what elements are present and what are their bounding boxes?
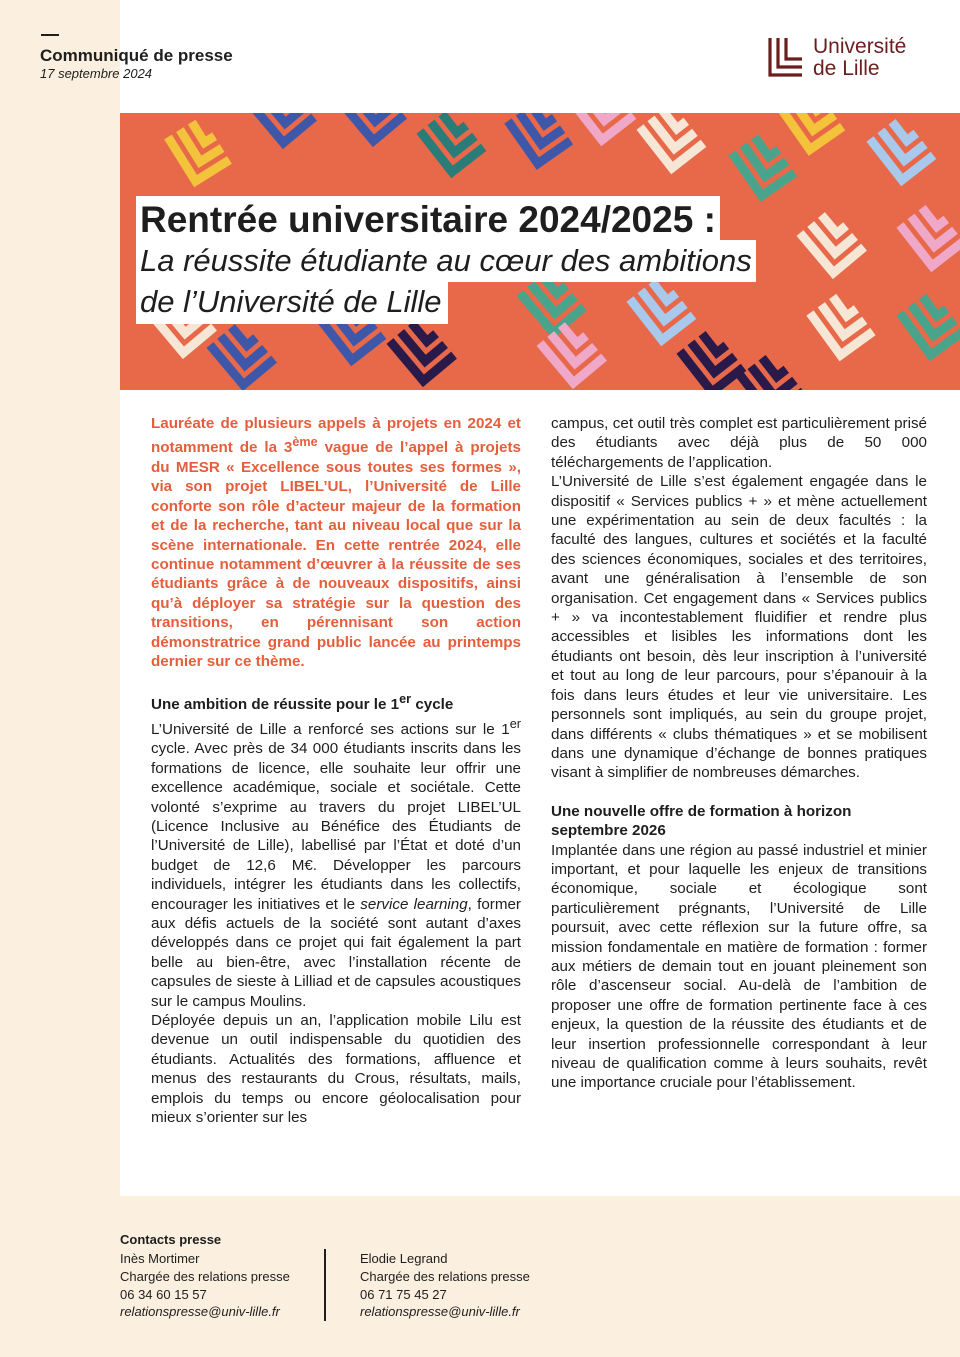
- text-column-right: [551, 414, 927, 1093]
- text-column-left: [151, 414, 521, 1127]
- logo-text-line2: de Lille: [813, 57, 880, 80]
- contact-phone: 06 34 60 15 57: [120, 1286, 207, 1302]
- contact-name: Inès Mortimer: [120, 1251, 200, 1266]
- body-paragraph: Implantée dans une région au passé industriel et minier important, et pour laquelle les enjeux de transitions économique, sociale et écologique sont particulièrement prégnants, l’Université de Lille poursuit, avec cette réflexion sur la future offre, sa mission fondamentale en matière de formation : former aux métiers de demain tout en jouant pleinement son rôle d’ascenseur social. Au-delà de l’ambition de proposer une offre de formation pertinente face à ces enjeux, la question de la réussite des étudiants et de leur insertion professionnelle correspondant à leur niveau de qualification comme à leurs souhaits, revêt une importance cruciale pour l’établissement.: [551, 841, 927, 1092]
- body-paragraph: Déployée depuis un an, l’application mobile Lilu est devenue un outil indispensable du quotidien des étudiants. Actualités des formations, affluence et menus des restaurants du Crous, résultats, mails, emplois du temps ou encore géolocalisation pour mieux s’orienter sur les: [151, 1011, 521, 1126]
- contact-name: Elodie Legrand: [360, 1251, 448, 1266]
- header-dash: [41, 34, 59, 36]
- press-contact: [120, 1250, 290, 1321]
- contact-role: Chargée des relations presse: [120, 1268, 290, 1284]
- document-type: Communiqué de presse: [40, 46, 233, 65]
- press-contact: [360, 1250, 530, 1321]
- contact-phone: 06 71 75 45 27: [360, 1286, 447, 1302]
- contact-role: Chargée des relations presse: [360, 1268, 530, 1284]
- press-release-subtitle-line1: La réussite étudiante au cœur des ambitions: [136, 240, 756, 282]
- section-heading-new-offer: Une nouvelle offre de formation à horizon septembre 2026: [551, 802, 852, 840]
- paragraph-spacer: [551, 783, 927, 802]
- body-paragraph: L’Université de Lille s’est également engagée dans le dispositif « Services publics + » et mène actuellement une expérimentation au sein de deux facultés : la faculté des langues, cultures et sociétés et la faculté des sciences économiques, sociales et des territoires, avant une généralisation à l’ensemble de son organisation. Cet engagement dans « Services publics + » va incontestablement fluidifier et rendre plus accessibles et lisibles les informations dont les étudiants ont besoin, dès leur inscription à l’université et tout au long de leur parcours, pour s’épanouir à la fois dans leurs études et leur vie universitaire. Les personnels sont impliqués, au sein du groupe projet, dans différents « clubs thématiques » et se mobilisent dans une dynamique d’échange de bonnes pratiques visant à simplifier de nombreuses démarches.: [551, 473, 927, 782]
- university-logo: [767, 36, 927, 82]
- contact-divider: [324, 1249, 326, 1321]
- section-heading-first-cycle: Une ambition de réussite pour le 1er cycle: [151, 692, 454, 714]
- lead-paragraph: Lauréate de plusieurs appels à projets en 2024 et notamment de la 3ème vague de l’appel à projets du MESR « Excellence sous toutes ses formes », via son projet LIBEL’UL, l’Université de Lille conforte son rôle d’acteur majeur de la formation et de la recherche, tant au niveau local que sur la scène internationale. En cette rentrée 2024, elle continue notamment d’œuvrer à la réussite de ses étudiants grâce à de nouveaux dispositifs, ainsi qu’à déployer sa stratégie sur la question des transitions, en pérennisant son action démonstratrice grand public lancée au printemps dernier sur ce thème.: [151, 415, 522, 670]
- document-date: 17 septembre 2024: [40, 66, 153, 81]
- contact-email-link[interactable]: relationspresse@univ-lille.fr: [360, 1304, 520, 1320]
- lll-logo-icon: [767, 36, 805, 78]
- body-paragraph: campus, cet outil très complet est particulièrement prisé des étudiants avec déjà plus de 50 000 téléchargements de l’application.: [551, 415, 927, 471]
- contacts-title: Contacts presse: [120, 1232, 222, 1247]
- cream-side-band: [0, 0, 120, 1357]
- logo-text-line1: Université: [813, 35, 907, 58]
- press-release-title: Rentrée universitaire 2024/2025 :: [136, 196, 720, 242]
- press-release-subtitle-line2: de l’Université de Lille: [136, 282, 448, 324]
- contact-email-link[interactable]: relationspresse@univ-lille.fr: [120, 1304, 280, 1320]
- body-paragraph: L’Université de Lille a renforcé ses actions sur le 1er cycle. Avec près de 34 000 étudiants inscrits dans les formations de licence, elle souhaite leur offrir une excellence académique, sociale et sociétale. Cette volonté s’exprime au travers du projet LIBEL’UL (Licence Inclusive au Bénéfice des Étudiants de l’Université de Lille), labellisé par l’État et doté d’un budget de 12,6 M€. Développer les parcours individuels, intégrer les étudiants dans les collectifs, encourager les initiatives et le service learning, former aux défis actuels de la société sont autant d’axes développés dans ce projet qui fait également la part belle au bien-être, avec l’installation récente de capsules de sieste à Lilliad et de capsules acoustiques sur le campus Moulins.: [151, 716, 521, 1010]
